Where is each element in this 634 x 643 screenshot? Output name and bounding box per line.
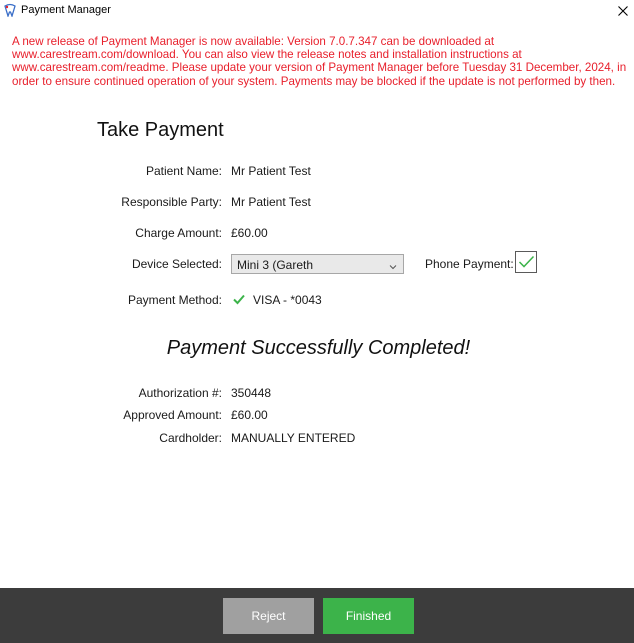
approved-amount-label: Approved Amount: — [123, 408, 222, 422]
approved-amount-value: £60.00 — [231, 408, 268, 422]
authorization-row — [0, 383, 634, 403]
title-bar — [0, 0, 634, 22]
cardholder-row — [0, 428, 634, 448]
responsible-party-label: Responsible Party: — [121, 195, 222, 209]
reject-button[interactable]: Reject — [223, 598, 314, 634]
payment-manager-logo-icon — [3, 3, 17, 17]
authorization-label: Authorization #: — [138, 386, 222, 400]
phone-payment-checkbox[interactable] — [515, 251, 537, 273]
responsible-party-value: Mr Patient Test — [231, 195, 311, 209]
approved-amount-row — [0, 405, 634, 425]
checkmark-icon — [518, 255, 535, 269]
device-select[interactable] — [231, 254, 404, 274]
success-message: Payment Successfully Completed! — [166, 337, 471, 359]
page-title: Take Payment — [97, 119, 224, 141]
update-notice: A new release of Payment Manager is now available: Version 7.0.7.347 can be downloaded at www.carestream.com/download. You can also view the release notes and installation instructions at www.carestream.com/readme. Please update your version of Payment Manager before Tuesday 31 December, 2024, in order to ensure continued operation of your system. Payments may be blocked if the update is not performed by then. — [12, 35, 627, 88]
device-row — [0, 254, 634, 274]
patient-name-label: Patient Name: — [145, 164, 222, 178]
charge-amount-value: £60.00 — [231, 226, 268, 240]
device-select-value: Mini 3 (Gareth — [237, 258, 314, 272]
device-label: Device Selected: — [131, 257, 222, 271]
payment-method-label: Payment Method: — [127, 293, 222, 307]
patient-name-value: Mr Patient Test — [231, 164, 311, 178]
responsible-party-row — [0, 192, 634, 212]
window-title: Payment Manager — [21, 4, 111, 16]
authorization-value: 350448 — [231, 386, 272, 400]
close-icon[interactable] — [612, 0, 634, 22]
payment-method-row — [0, 290, 634, 310]
phone-payment-label: Phone Payment: — [425, 257, 514, 271]
charge-amount-row — [0, 223, 634, 243]
cardholder-label: Cardholder: — [159, 431, 222, 445]
footer-bar — [0, 588, 634, 643]
cardholder-value: MANUALLY ENTERED — [231, 431, 356, 445]
check-icon — [233, 294, 245, 305]
chevron-down-icon — [389, 260, 397, 268]
payment-method-value: VISA - *0043 — [253, 293, 322, 307]
patient-name-row — [0, 161, 634, 181]
finished-button[interactable]: Finished — [323, 598, 414, 634]
charge-amount-label: Charge Amount: — [135, 226, 222, 240]
